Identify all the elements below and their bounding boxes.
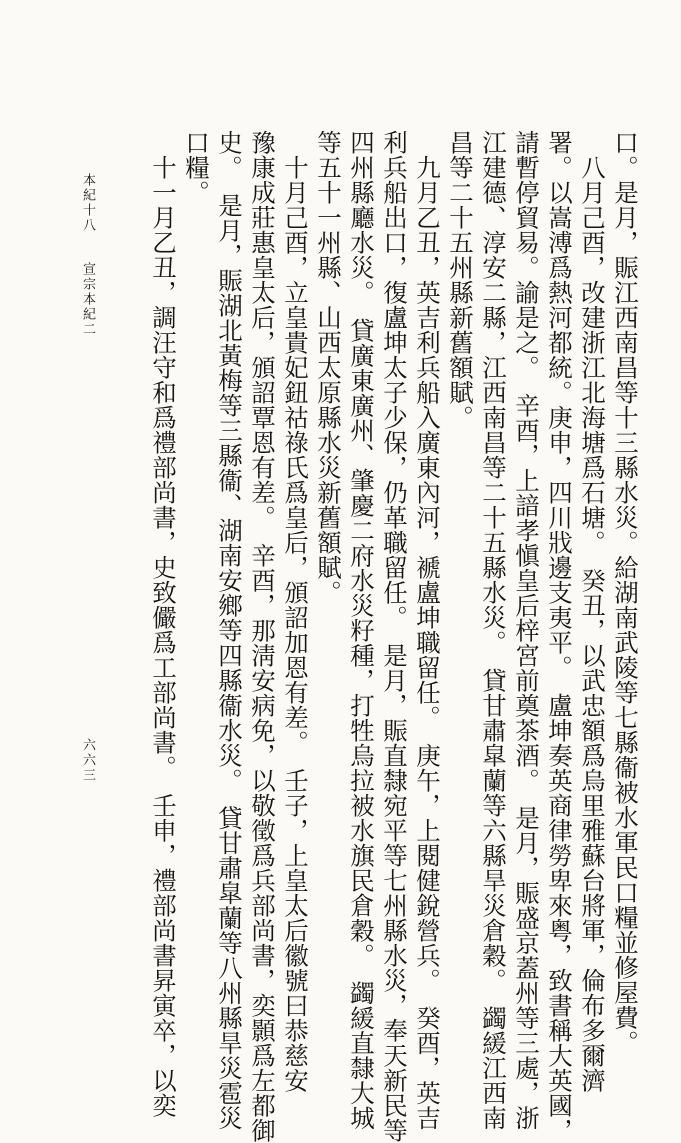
text-column: 十一月乙丑，調汪守和爲禮部尚書，史致儼爲工部尚書。 壬申，禮部尚書昇寅卒，以奕: [149, 130, 178, 1118]
text-column: 九月乙丑，英吉利兵船入廣東內河，褫盧坤職留任。 庚午，上閱健銳營兵。 癸酉，英吉: [413, 130, 442, 1131]
text-column: 署。以嵩溥爲熱河都統。庚申，四川戕邊支夷平。 盧坤奏英商律勞卑來粤，致書稱大英國，: [545, 130, 574, 1143]
text-column: 史。 是月，賑湖北黃梅等三縣衞、湖南安鄉等四縣衞水災。 貸甘肅皐蘭等八州縣旱災雹災: [215, 130, 244, 1131]
text-column: 八月己酉，改建浙江北海塘爲石塘。 癸丑，以武忠額爲烏里雅蘇台將軍，倫布多爾濟: [578, 130, 607, 1093]
text-column: 等五十一州縣、山西太原縣水災新舊額賦。: [314, 130, 343, 605]
text-column: 江建德、淳安二縣，江西南昌等二十五縣水災。 貸甘肅皐蘭等六縣旱災倉穀。 蠲緩江西南: [479, 130, 508, 1131]
text-column: 十月己酉，立皇貴妃鈕祜祿氏爲皇后，頒詔加恩有差。 壬子，上皇太后徽號曰恭慈安: [281, 130, 310, 1093]
text-column: 四州縣廳水災。 貸廣東廣州、肇慶二府水災籽種，打牲烏拉被水旗民倉穀。 蠲緩直隸大城: [347, 130, 376, 1131]
text-column: 豫康成莊惠皇太后，頒詔覃恩有差。 辛酉，那淸安病免，以敬徵爲兵部尚書，奕顥爲左都御: [248, 130, 277, 1143]
running-head-title: 宣宗本紀二: [80, 262, 95, 337]
text-column: 口。是月，賑江西南昌等十三縣水災。給湖南武陵等七縣衞被水軍民口糧並修屋費。: [611, 130, 640, 1055]
text-column: 請暫停貿易。諭是之。 辛酉，上諳孝愼皇后梓宮前奠茶酒。 是月，賑盛京蓋州等三處，浙: [512, 130, 541, 1131]
text-column: 昌等二十五州縣新舊額賦。: [446, 130, 475, 430]
text-column: 利兵船出口，復盧坤太子少保，仍革職留任。 是月，賑直隸宛平等七州縣水災，奉天新民等: [380, 130, 409, 1143]
text-column: 口糧。: [182, 130, 211, 205]
page-number: 六六三: [80, 738, 95, 783]
running-head-section: 本紀十八: [80, 173, 95, 233]
